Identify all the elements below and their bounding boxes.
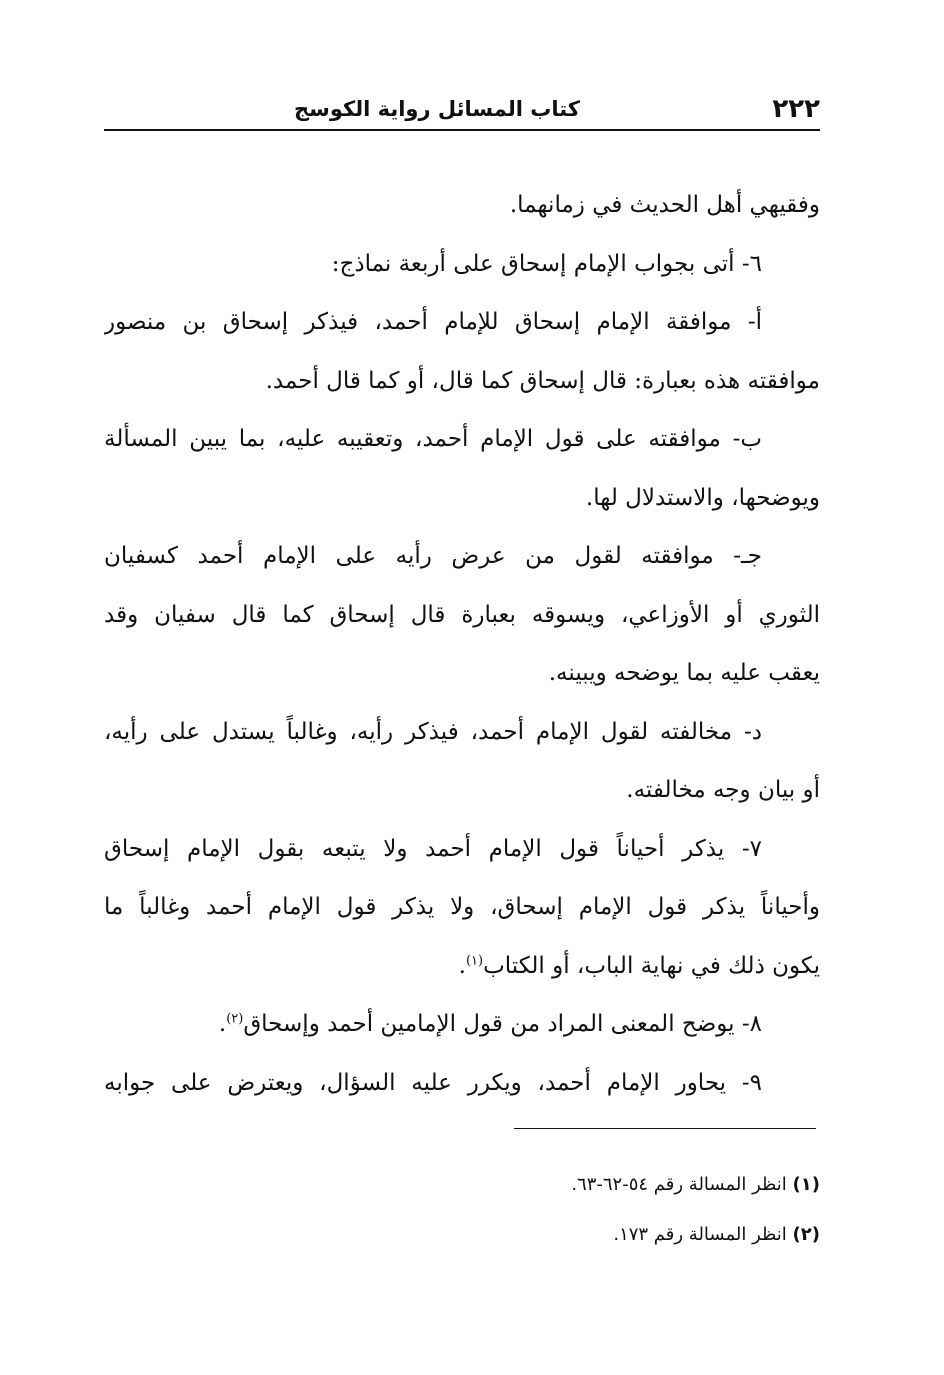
body-text — [104, 176, 820, 1112]
paragraph-line: موافقته هذه بعبارة: قال إسحاق كما قال، أو كما قال أحمد. — [265, 367, 820, 394]
item-d-line: د- مخالفته لقول الإمام أحمد، فيذكر رأيه، وغالباً يستدل على رأيه، — [104, 718, 762, 745]
footnote-text: انظر المسالة رقم ١٧٣. — [613, 1224, 787, 1245]
paragraph-line: وأحياناً يذكر قول الإمام إسحاق، ولا يذكر قول الإمام أحمد وغالباً ما — [104, 894, 820, 920]
footnote-text: انظر المسالة رقم ٥٤-٦٢-٦٣. — [571, 1174, 787, 1195]
page-header — [104, 92, 820, 128]
running-title: كتاب المسائل رواية الكوسج — [294, 97, 580, 121]
footnote-separator — [514, 1128, 816, 1129]
footnote-2 — [104, 1210, 820, 1260]
footnote-ref-1: (١) — [465, 952, 484, 968]
footnote-1 — [104, 1160, 820, 1210]
footnotes — [104, 1160, 820, 1260]
item-9-line: ٩- يحاور الإمام أحمد، ويكرر عليه السؤال، ويعترض على جوابه — [104, 1069, 762, 1096]
paragraph-line: أو بيان وجه مخالفته. — [626, 777, 820, 803]
paragraph-line: ويوضحها، والاستدلال لها. — [585, 484, 820, 511]
item-a-line: أ- موافقة الإمام إسحاق للإمام أحمد، فيذكر إسحاق بن منصور — [104, 309, 762, 335]
footnote-marker: (٢) — [792, 1224, 820, 1245]
item-7-line: ٧- يذكر أحياناً قول الإمام أحمد ولا يتبعه بقول الإمام إسحاق — [104, 835, 762, 862]
item-8-line: ٨- يوضح المعنى المراد من قول الإمامين أحمد وإسحاق$^{(٢)}$. — [218, 1011, 762, 1037]
paragraph-line: يعقب عليه بما يوضحه ويبينه. — [548, 660, 820, 686]
paragraph-line: الثوري أو الأوزاعي، ويسوقه بعبارة قال إسحاق كما قال سفيان وقد — [104, 601, 820, 628]
paragraph-line: يكون ذلك في نهاية الباب، أو الكتاب$^{(١)}$. — [458, 952, 820, 979]
item-6-line: ٦- أتى بجواب الإمام إسحاق على أربعة نماذج: — [331, 250, 762, 277]
item-b-line: ب- موافقته على قول الإمام أحمد، وتعقيبه عليه، بما يبين المسألة — [104, 426, 762, 452]
footnote-ref-2: (٢) — [226, 1011, 244, 1027]
paragraph-line: وفقيهي أهل الحديث في زمانهما. — [509, 192, 820, 218]
footnote-marker: (١) — [792, 1174, 820, 1195]
page-number: ٢٢٢ — [772, 94, 820, 124]
header-rule — [104, 129, 820, 131]
item-c-line: جـ- موافقته لقول من عرض رأيه على الإمام أحمد كسفيان — [104, 543, 762, 569]
